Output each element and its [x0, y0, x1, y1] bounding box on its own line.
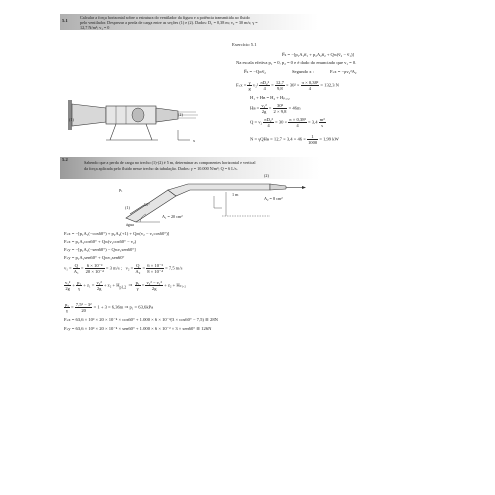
ex52-statement-line1: Sabendo que a perda de carga no trecho (1)-(2) é 5 m, determinar as componentes horizontal e vertical	[84, 160, 256, 165]
p1-result: = 1 + 3 = 6,36m ⇒ p₁ = 63,6kPa	[93, 304, 154, 310]
ex51-eq7: Q = v₂ $\frac{\text{πD₂²}}{4}$ = 30 × $\frac{\text{π × 0,38²}}{4}$ = 3,4 $\frac{\text{m³}}{s}$	[250, 117, 325, 128]
inlet-nozzle	[72, 104, 106, 126]
pipe-label-p1: p₁	[119, 187, 123, 192]
ex51-title: Exercício 5.1	[232, 42, 257, 47]
ex52-line-3: Fₛy = p₁A₁sen60° + Qₘv₁sen60°	[64, 255, 125, 260]
ex51-statement-line3: 12,7 N/m³; v₁ = 0	[80, 25, 110, 30]
ex51-eq8: N = γQHʙ = 12,7 × 3,4 × 46 × $\frac{1}{1000}$ = 1,99 kW	[250, 134, 339, 145]
ex51-eq3b: Segundo x :	[292, 69, 314, 74]
fan-duct	[106, 106, 156, 124]
ex51-statement-line2: pelo ventilador. Desprezar a perda de carga entre as seções (1) e (2). Dados: D₁ = 0,38 m; v₂ = 30 m/s; γ =	[80, 20, 258, 25]
ex52-line-2: Fₛy = −[p₁A₁(−sen60°) − Qₘv₁sen60°]	[64, 247, 136, 252]
v2-lhs: v₂ =	[125, 265, 135, 271]
pipe-label-2: (2)	[264, 173, 269, 178]
pipe-label-a2: A₂ = 8 cm²	[264, 196, 283, 201]
pipe-label-a1: A₁ = 20 cm²	[162, 214, 183, 219]
fan-rotor	[132, 108, 144, 122]
v1-lhs: v₁ =	[64, 265, 73, 271]
ex52-number: 5.2	[62, 157, 68, 162]
ex51-number: 5.1	[62, 18, 68, 23]
ex51-eq3a: F̅s = −Qₘv̅₂	[244, 69, 266, 74]
outlet-nozzle	[156, 108, 178, 122]
ex51-eq2: Na escala efetiva p₁ = 0, p₂ = 0 e é dado do enunciado que v₁ = 0.	[236, 60, 357, 65]
ex51-eq4-result: = 132,3 N	[319, 82, 339, 88]
v2-result: = 7,5 m/s	[164, 265, 183, 271]
pipe-label-water: água	[126, 222, 134, 227]
ex52-velocities: v₁ = $\frac{Q}{\text{A₁}}$ = $\frac{\text{6 × 10⁻³}}{\text{20 × 10⁻⁴}}$ = 3 m/s ; v₂ = $\frac{Q}{\text{A₂}}$ = $\frac{\text{6 × 10⁻³}}{\text{8 × 10⁻⁴}}$ = 7,5 m/s	[64, 263, 183, 274]
ex51-eq3c: Fₛx = −ρv₂²A₂	[330, 69, 357, 74]
v1-result: = 3 m/s ;	[104, 265, 123, 271]
pipe-figure	[110, 178, 320, 226]
ex51-eq7-lhs: Q = v₂	[250, 119, 263, 125]
ex51-eq5: H₁ + Hʙ = H₂ + Hₚ₁,₂	[250, 95, 290, 100]
bernoulli-tail: + z₂ + Hₚ₁,₂	[164, 282, 186, 288]
ex52-fsy: Fₛy = 63,6 × 10³ × 20 × 10⁻⁴ × sen60° + 1.000 × 6 × 10⁻³ × 3 × sen60° ≅ 126N	[64, 326, 212, 331]
ex51-eq8-lhs: N = γQHʙ = 12,7 × 3,4 × 46 ×	[250, 136, 306, 142]
ex51-statement-line1: Calcular a força horizontal sobre a estrutura do ventilador da figura e a potência transmitida ao fluido	[80, 15, 250, 20]
ex52-statement-line2: da força aplicada pelo fluido nesse trecho da tubulação. Dados: γ = 10.000 N/m³; Q = 6 L/s.	[84, 166, 238, 171]
ex51-eq6: Hʙ = $\frac{\text{v₂²}}{2g}$ = $\frac{\text{30²}}{2 \times 9,8}$ = 46m	[250, 103, 301, 114]
fan-figure	[66, 60, 216, 145]
ex51-eq1: F̅s = −[p₁A₁n̅₁ + p₂A₂n̅₂ + Qₘ(v̅₂ − v̅₁)]	[282, 52, 355, 57]
ex51-eq7-result: = 3,4	[306, 119, 318, 125]
fan-label-1: (1)	[69, 117, 74, 122]
ex51-eq6-result: = 46m	[287, 105, 301, 111]
pipe-horizontal	[168, 184, 270, 196]
ex52-line-1: Fₛx = p₁A₁cos60° + Qₘ(v₁cos60° − v₂)	[64, 239, 137, 244]
wall-hatch	[68, 100, 72, 130]
ex51-eq4-lhs: Fₛx =	[236, 82, 248, 88]
ex51-eq8-result: = 1,99 kW	[319, 136, 339, 142]
pipe-label-1m: 1 m	[232, 192, 239, 197]
ex52-fsx: Fₛx = 63,6 × 10³ × 20 × 10⁻⁴ × cos60° + 1.000 × 6 × 10⁻³(3 × cos60° − 7,5) ≅ 28N	[64, 317, 218, 322]
ex51-eq6-lhs: Hʙ =	[250, 105, 261, 111]
ex51-eq4: Fₛx = $\frac{\gamma}{g}$ v₂² $\frac{\text{πD₂²}}{4}$ = $\frac{12,7}{9,8}$ × 30² × $\frac{\text{π × 0,38²}}{4}$ = 132,3 N	[236, 80, 339, 91]
pipe-label-1: (1)	[125, 205, 130, 210]
ex52-line-0: Fₛx = −[p₁A₁(−cos60°) + p₂A₂(+1) + Qₘ(v₂ − v₁cos60°)]	[64, 231, 170, 236]
ex52-bernoulli: $\frac{\text{v₁²}}{2g}$ + $\frac{\text{p₁}}{\gamma}$ + z₁ = $\frac{\text{v₂²}}{2g}$ + $z_2 + H_{p1,2}$ ⇒ $\frac{\text{p₁}}{\gamma}$ = $\frac{\text{v₂² − v₁²}}{2g}$ + z₂ + Hₚ₁,₂	[65, 280, 186, 291]
pipe-label-60: 60°	[144, 202, 150, 207]
fan-axis-x: x	[193, 138, 196, 143]
fan-label-2: (2)	[178, 112, 183, 117]
ex52-p1: $\frac{\text{p₁}}{\gamma}$ = $\frac{\text{7,5² − 3²}}{20}$ = 1 + 3 = 6,36m ⇒ p₁ = 63,6kPa	[65, 302, 154, 313]
